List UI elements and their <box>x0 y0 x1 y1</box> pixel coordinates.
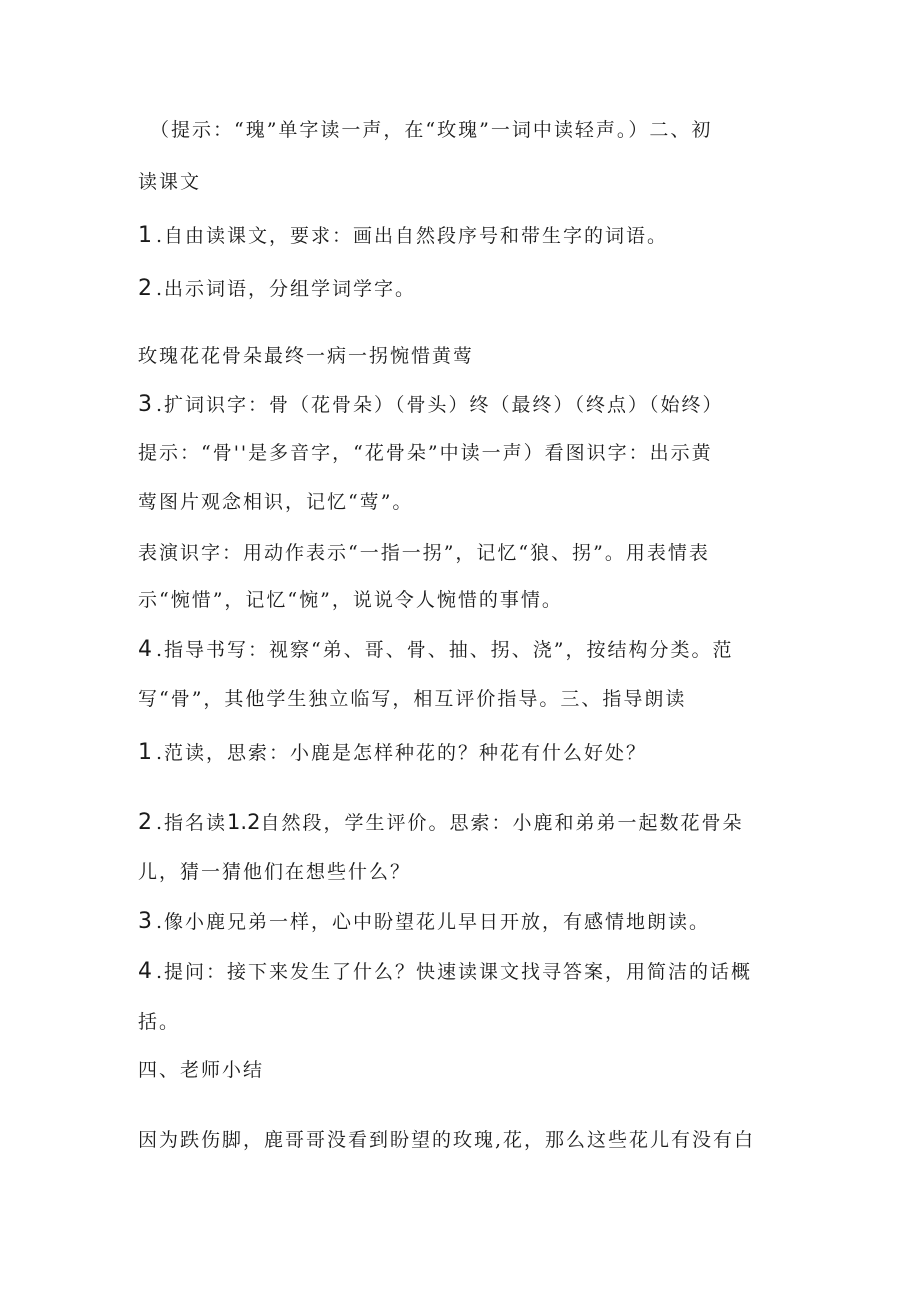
item-text: .像小鹿兄弟一样，心中盼望花儿早日开放，有感情地朗读。 <box>156 911 711 933</box>
paragraph-text: 表演识字：用动作表示“一指一拐”，记忆“狼、拐”。用表情表 <box>138 542 710 564</box>
item-number: 4 <box>138 637 152 662</box>
item-text-continued: 自然段，学生评价。思索：小鹿和弟弟一起数花骨朵 <box>260 812 744 834</box>
paragraph-text: 写“骨”，其他学生独立临写，相互评价指导。三、指导朗读 <box>138 688 687 710</box>
list-item <box>138 741 647 765</box>
list-item <box>138 393 724 417</box>
item-number: 1 <box>138 740 152 765</box>
paragraph-line <box>138 490 413 514</box>
word-list <box>138 344 474 368</box>
paragraph-line <box>138 687 686 711</box>
list-item <box>138 910 710 934</box>
item-number: 3 <box>138 392 152 417</box>
hint-line-continued <box>138 170 201 194</box>
word-list-text: 玫瑰花花骨朵最终一病一拐惋惜黄莺 <box>138 345 475 367</box>
paragraph-line <box>138 860 411 884</box>
item-number: 4 <box>138 959 152 984</box>
paragraph-text: 提示：“骨''是多音字，“花骨朵”中读一声）看图识字：出示黄 <box>138 442 713 464</box>
item-number: 2 <box>138 810 152 835</box>
section-heading-text: 四、老师小结 <box>138 1059 265 1081</box>
item-text: .范读，思索：小鹿是怎样种花的？种花有什么好处？ <box>156 742 648 764</box>
list-item <box>138 638 733 662</box>
item-number: 1 <box>138 223 152 248</box>
paragraph-text: 莺图片观念相识，记忆“莺”。 <box>138 491 414 513</box>
list-item <box>138 277 416 301</box>
paragraph-line <box>138 441 713 465</box>
item-number: 2 <box>138 276 152 301</box>
hint-line <box>150 118 712 142</box>
list-item <box>138 960 752 984</box>
item-text: .提问：接下来发生了什么？快速读课文找寻答案，用简洁的话概 <box>156 961 753 983</box>
list-item <box>138 224 668 248</box>
list-item <box>138 810 743 835</box>
hint-text: （提示：“瑰”单字读一声，在“玫瑰”一词中读轻声。）二、初 <box>150 119 713 141</box>
paragraph-line <box>138 1010 180 1034</box>
item-text: .自由读课文，要求：画出自然段序号和带生字的词语。 <box>156 225 669 247</box>
paragraph-line <box>138 588 563 612</box>
section-heading <box>138 1058 264 1082</box>
paragraph-text: 示“惋惜”，记忆“惋”，说说令人惋惜的事情。 <box>138 589 563 611</box>
item-text: .出示词语，分组学词学字。 <box>156 278 417 300</box>
paragraph-line <box>138 1128 755 1152</box>
item-text: .指名读 <box>156 812 228 834</box>
item-text: .指导书写：视察“弟、哥、骨、抽、拐、浇”，按结构分类。范 <box>156 639 734 661</box>
paragraph-range: 1.2 <box>227 810 261 834</box>
paragraph-text: 因为跌伤脚，鹿哥哥没看到盼望的玫瑰,花，那么这些花儿有没有白 <box>138 1129 756 1151</box>
paragraph-line <box>138 541 710 565</box>
item-number: 3 <box>138 909 152 934</box>
item-text: .扩词识字：骨（花骨朵）（骨头）终（最终）（终点）（始终） <box>156 394 724 416</box>
paragraph-text: 儿，猜一猜他们在想些什么？ <box>138 861 412 883</box>
paragraph-text: 括。 <box>138 1011 181 1033</box>
hint-text-continued: 读课文 <box>138 171 202 193</box>
